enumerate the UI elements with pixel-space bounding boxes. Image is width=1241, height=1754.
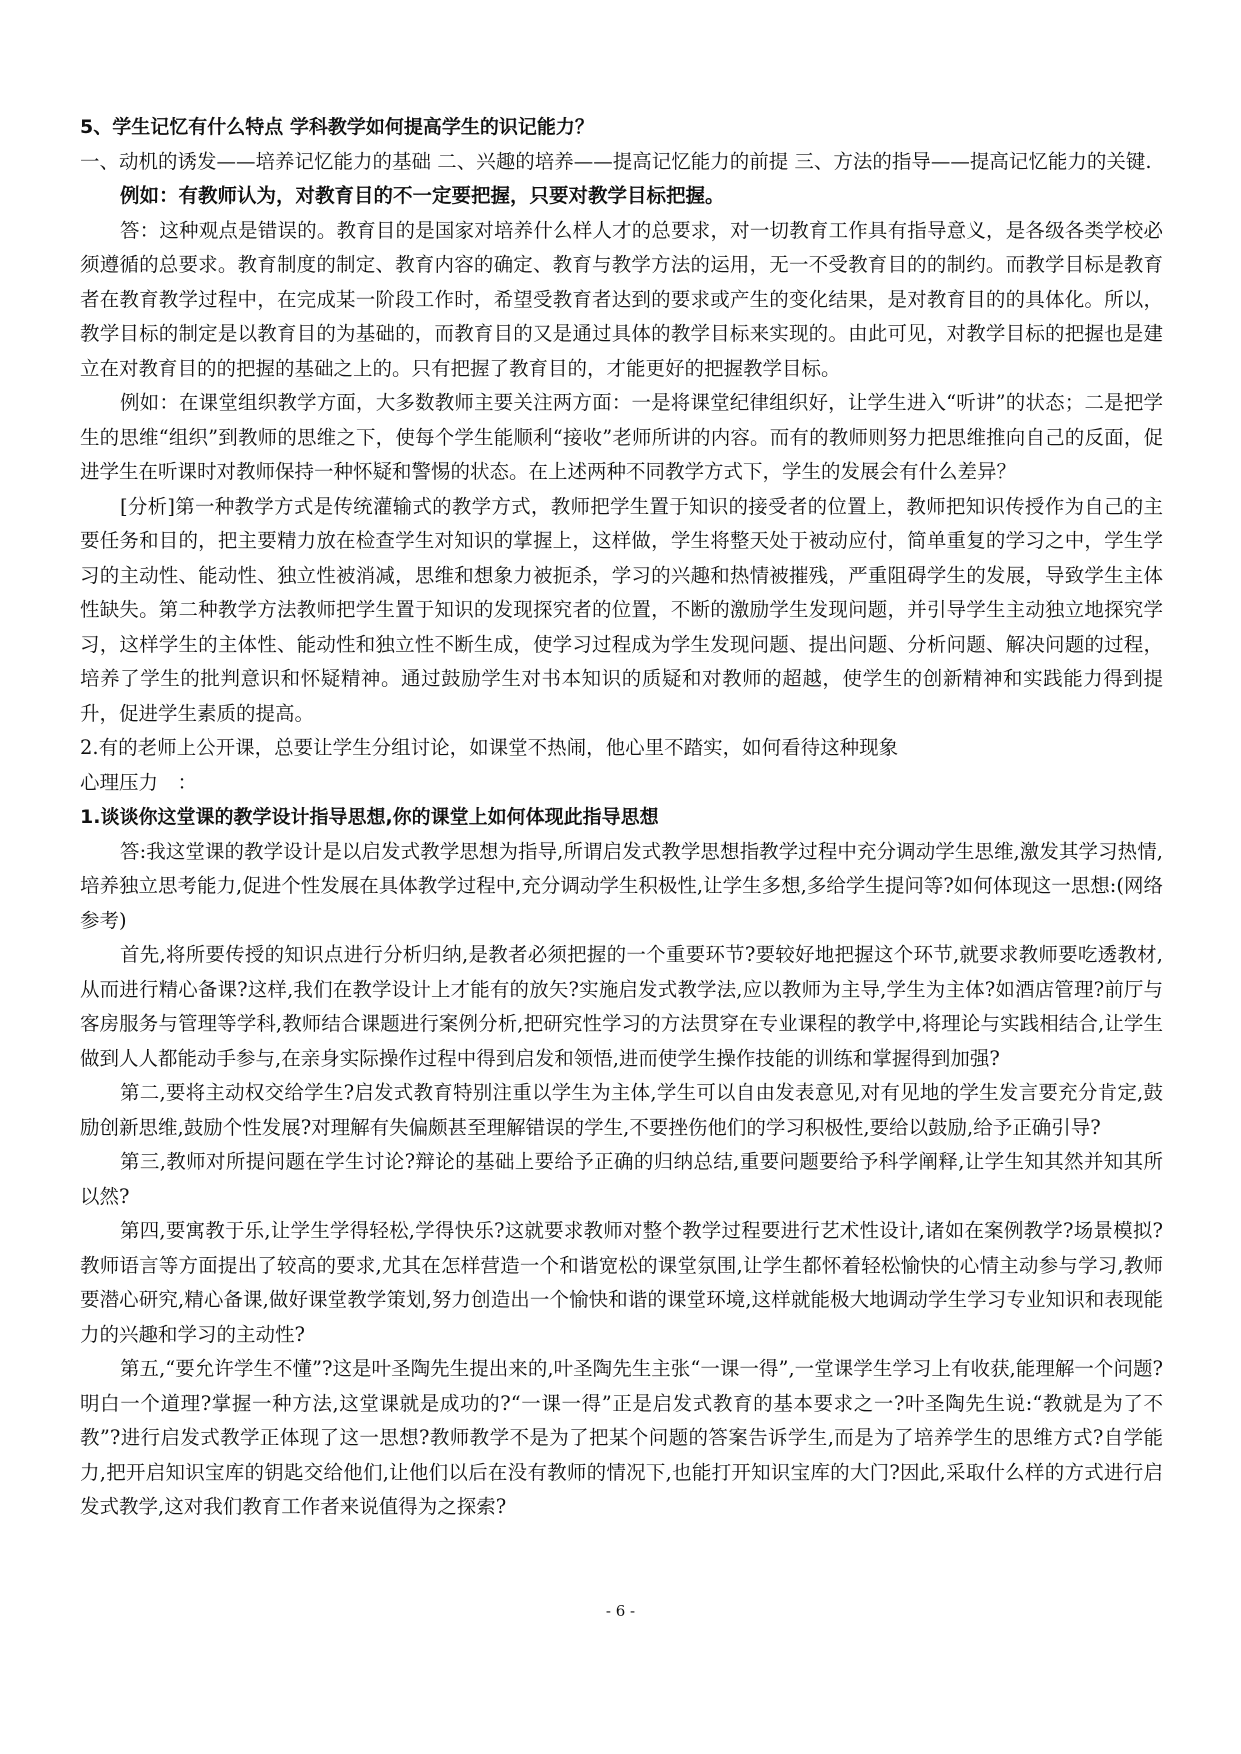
paragraph-second: 第二,要将主动权交给学生?启发式教育特别注重以学生为主体,学生可以自由发表意见,对有见地的学生发言要充分肯定,鼓励创新思维,鼓励个性发展?对理解有失偏颇甚至理解错误的学生,不要挫伤他们的学习积极性,要给以鼓励,给予正确引导?: [80, 1081, 1163, 1139]
question-5-answer: 一、动机的诱发——培养记忆能力的基础 二、兴趣的培养——提高记忆能力的前提 三、方法的指导——提高记忆能力的关键.: [80, 149, 1152, 173]
question-5-title: 5、学生记忆有什么特点 学科教学如何提高学生的识记能力？: [80, 116, 594, 138]
example-1-answer: 答：这种观点是错误的。教育目的是国家对培养什么样人才的总要求，对一切教育工作具有指导意义，是各级各类学校必须遵循的总要求。教育制度的制定、教育内容的确定、教育与教学方法的运用，无一不受教育目的的制约。而教学目标是教育者在教育教学过程中，在完成某一阶段工作时，希望受教育者达到的要求或产生的变化结果，是对教育目的的具体化。所以，教学目标的制定是以教育目的为基础的，而教育目的又是通过具体的教学目标来实现的。由此可见，对教学目标的把握也是建立在对教育目的的把握的基础之上的。只有把握了教育目的，才能更好的把握教学目标。: [80, 218, 1163, 380]
document-body: [80, 110, 1163, 1525]
page-number: - 6 -: [605, 1602, 636, 1620]
psychological-pressure-label: 心理压力 ：: [80, 770, 198, 794]
paragraph-first: 首先,将所要传授的知识点进行分析归纳,是教者必须把握的一个重要环节?要较好地把握这个环节,就要求教师要吃透教材,从而进行精心备课?这样,我们在教学设计上才能有的放矢?实施启发式教学法,应以教师为主导,学生为主体?如酒店管理?前厅与客房服务与管理等学科,教师结合课题进行案例分析,把研究性学习的方法贯穿在专业课程的教学中,将理论与实践相结合,让学生做到人人都能动手参与,在亲身实际操作过程中得到启发和领悟,进而使学生操作技能的训练和掌握得到加强?: [80, 943, 1163, 1070]
example-2-question: 例如：在课堂组织教学方面，大多数教师主要关注两方面：一是将课堂纪律组织好，让学生进入“听讲”的状态；二是把学生的思维“组织”到教师的思维之下，使每个学生能顺利“接收”老师所讲的内容。而有的教师则努力把思维推向自己的反面，促进学生在听课时对教师保持一种怀疑和警惕的状态。在上述两种不同教学方式下，学生的发展会有什么差异？: [80, 391, 1163, 483]
paragraph-fifth: 第五,“要允许学生不懂”?这是叶圣陶先生提出来的,叶圣陶先生主张“一课一得”,一堂课学生学习上有收获,能理解一个问题?明白一个道理?掌握一种方法,这堂课就是成功的?“一课一得”正是启发式教育的基本要求之一?叶圣陶先生说:“教就是为了不教”?进行启发式教学正体现了这一思想?教师教学不是为了把某个问题的答案告诉学生,而是为了培养学生的思维方式?自学能力,把开启知识宝库的钥匙交给他们,让他们以后在没有教师的情况下,也能打开知识宝库的大门?因此,采取什么样的方式进行启发式教学,这对我们教育工作者来说值得为之探索?: [80, 1357, 1163, 1518]
example-1-title: 例如：有教师认为，对教育目的不一定要把握，只要对教学目标把握。: [120, 184, 725, 207]
question-1-title: 1.谈谈你这堂课的教学设计指导思想,你的课堂上如何体现此指导思想: [80, 806, 659, 828]
paragraph-fourth: 第四,要寓教于乐,让学生学得轻松,学得快乐?这就要求教师对整个教学过程要进行艺术性设计,诸如在案例教学?场景模拟?教师语言等方面提出了较高的要求,尤其在怎样营造一个和谐宽松的课堂氛围,让学生都怀着轻松愉快的心情主动参与学习,教师要潜心研究,精心备课,做好课堂教学策划,努力创造出一个愉快和谐的课堂环境,这样就能极大地调动学生学习专业知识和表现能力的兴趣和学习的主动性?: [80, 1219, 1163, 1346]
question-1-answer: 答:我这堂课的教学设计是以启发式教学思想为指导,所谓启发式教学思想指教学过程中充分调动学生思维,激发其学习热情,培养独立思考能力,促进个性发展在具体教学过程中,充分调动学生积极性,让学生多想,多给学生提问等?如何体现这一思想:(网络参考): [80, 839, 1163, 932]
paragraph-third: 第三,教师对所提问题在学生讨论?辩论的基础上要给予正确的归纳总结,重要问题要给予科学阐释,让学生知其然并知其所以然?: [80, 1150, 1163, 1208]
example-2-analysis: [分析]第一种教学方式是传统灌输式的教学方式，教师把学生置于知识的接受者的位置上，教师把知识传授作为自己的主要任务和目的，把主要精力放在检查学生对知识的掌握上，这样做，学生将整天处于被动应付，简单重复的学习之中，学生学习的主动性、能动性、独立性被消减，思维和想象力被扼杀，学习的兴趣和热情被摧残，严重阻碍学生的发展，导致学生主体性缺失。第二种教学方法教师把学生置于知识的发现探究者的位置，不断的激励学生发现问题，并引导学生主动独立地探究学习，这样学生的主体性、能动性和独立性不断生成，使学习过程成为学生发现问题、提出问题、分析问题、解决问题的过程，培养了学生的批判意识和怀疑精神。通过鼓励学生对书本知识的质疑和对教师的超越，使学生的创新精神和实践能力得到提升，促进学生素质的提高。: [80, 494, 1163, 725]
question-2-text: 2.有的老师上公开课，总要让学生分组讨论，如课堂不热闹，他心里不踏实，如何看待这种现象: [80, 736, 899, 759]
